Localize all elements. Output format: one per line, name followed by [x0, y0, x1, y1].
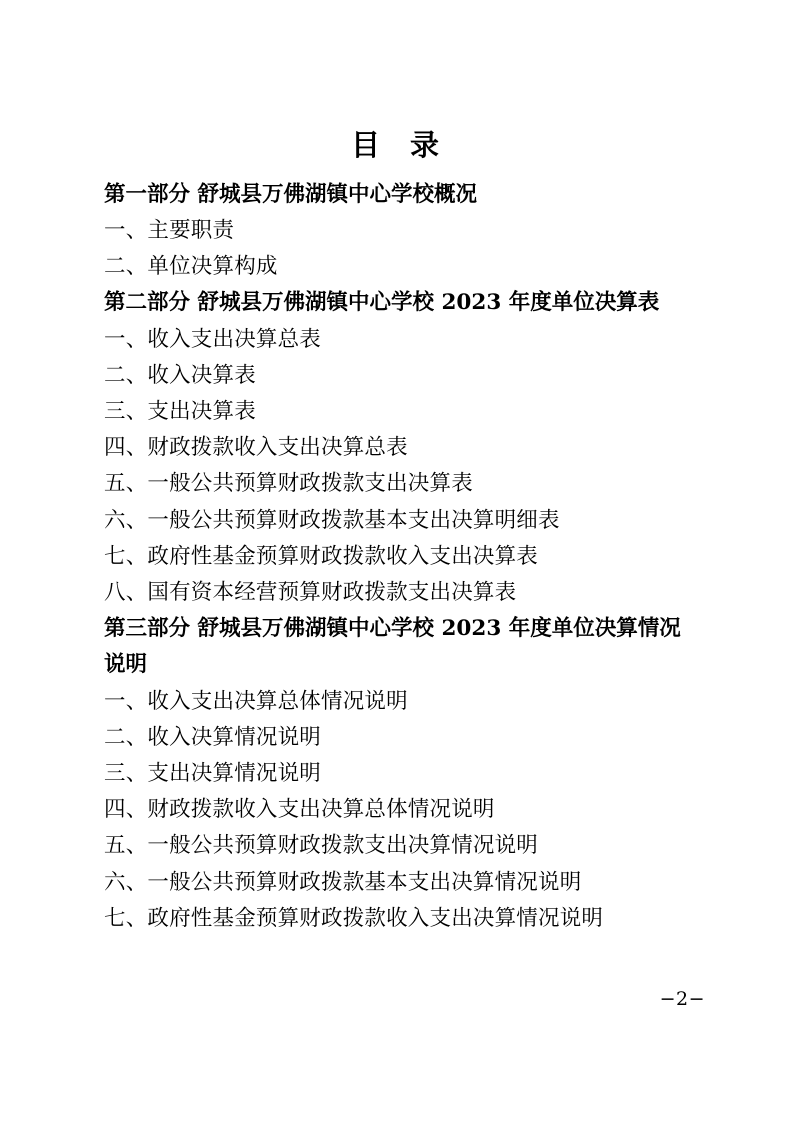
toc-entry-item-3-2[interactable]: 二、收入决算情况说明 — [104, 724, 322, 750]
toc-entry-part-3[interactable]: 第三部分 舒城县万佛湖镇中心学校 2023 年度单位决算情况说明 — [104, 616, 681, 678]
toc-content — [104, 128, 696, 937]
toc-entry-item-2-7[interactable]: 七、政府性基金预算财政拨款收入支出决算表 — [104, 543, 539, 569]
toc-entry-item-2-8[interactable]: 八、国有资本经营预算财政拨款支出决算表 — [104, 580, 517, 606]
toc-entry-item-3-5[interactable]: 五、一般公共预算财政拨款支出决算情况说明 — [104, 833, 539, 859]
toc-entry-item-3-3[interactable]: 三、支出决算情况说明 — [104, 761, 322, 787]
page-footer-number: −2− — [659, 988, 705, 1010]
toc-entry-item-2-6[interactable]: 六、一般公共预算财政拨款基本支出决算明细表 — [104, 507, 560, 533]
toc-entry-item-2-5[interactable]: 五、一般公共预算财政拨款支出决算表 — [104, 471, 473, 497]
toc-entry-item-1-2[interactable]: 二、单位决算构成 — [104, 254, 278, 280]
toc-entry-item-2-3[interactable]: 三、支出决算表 — [104, 399, 256, 425]
toc-entry-item-3-4[interactable]: 四、财政拨款收入支出决算总体情况说明 — [104, 797, 495, 823]
toc-entry-item-3-1[interactable]: 一、收入支出决算总体情况说明 — [104, 688, 408, 714]
toc-entry-item-3-7[interactable]: 七、政府性基金预算财政拨款收入支出决算情况说明 — [104, 905, 604, 931]
toc-entry-item-2-1[interactable]: 一、收入支出决算总表 — [104, 326, 322, 352]
toc-entry-part-1[interactable]: 第一部分 舒城县万佛湖镇中心学校概况 — [104, 181, 477, 207]
toc-entry-item-1-1[interactable]: 一、主要职责 — [104, 218, 235, 243]
toc-entry-item-2-2[interactable]: 二、收入决算表 — [104, 362, 256, 388]
toc-entry-part-2[interactable]: 第二部分 舒城县万佛湖镇中心学校 2023 年度单位决算表 — [104, 290, 660, 316]
page-title: 目 录 — [350, 128, 450, 162]
toc-entry-item-3-6[interactable]: 六、一般公共预算财政拨款基本支出决算情况说明 — [104, 869, 582, 895]
toc-entry-item-2-4[interactable]: 四、财政拨款收入支出决算总表 — [104, 435, 408, 461]
